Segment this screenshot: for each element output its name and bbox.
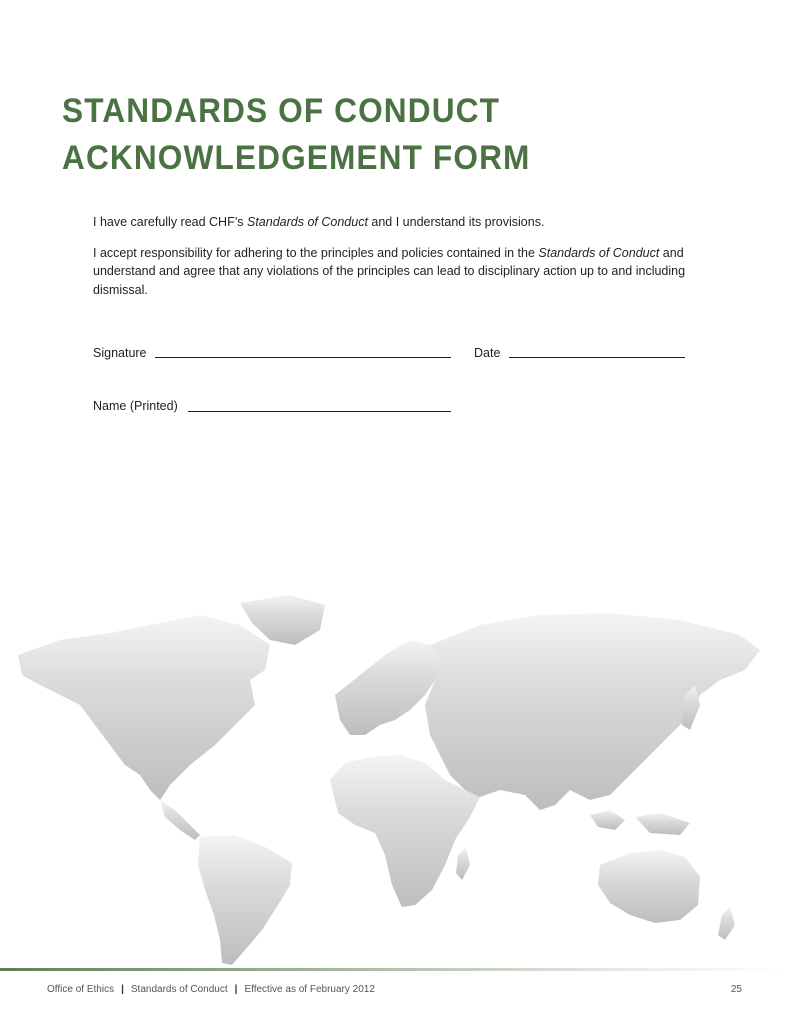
footer-document: Standards of Conduct xyxy=(130,984,228,995)
signature-line[interactable] xyxy=(155,357,451,358)
world-map-icon xyxy=(0,585,788,970)
acknowledgement-text xyxy=(93,213,703,311)
paragraph-responsibility: I accept responsibility for adhering to the principles and policies contained in the Standards of Conduct and understand and agree that any violations of the principles can lead to disciplinary action up to and including dismissal. xyxy=(93,245,686,297)
name-printed-label: Name (Printed) xyxy=(93,399,178,413)
footer xyxy=(47,984,375,996)
page-number: 25 xyxy=(730,984,742,995)
footer-effective-date: Effective as of February 2012 xyxy=(244,984,375,995)
name-printed-line[interactable] xyxy=(188,411,451,412)
footer-separator: | xyxy=(121,984,124,995)
date-label: Date xyxy=(474,346,501,360)
signature-label: Signature xyxy=(93,346,147,360)
title-line-2: ACKNOWLEDGEMENT FORM xyxy=(62,139,531,177)
date-line[interactable] xyxy=(509,357,685,358)
footer-separator: | xyxy=(234,984,238,995)
footer-rule xyxy=(0,968,788,971)
footer-office: Office of Ethics xyxy=(47,984,115,995)
page-title xyxy=(62,88,530,182)
paragraph-read-confirmation: I have carefully read CHF’s Standards of Conduct and I understand its provisions. xyxy=(93,215,545,229)
title-line-1: STANDARDS OF CONDUCT xyxy=(62,92,501,130)
